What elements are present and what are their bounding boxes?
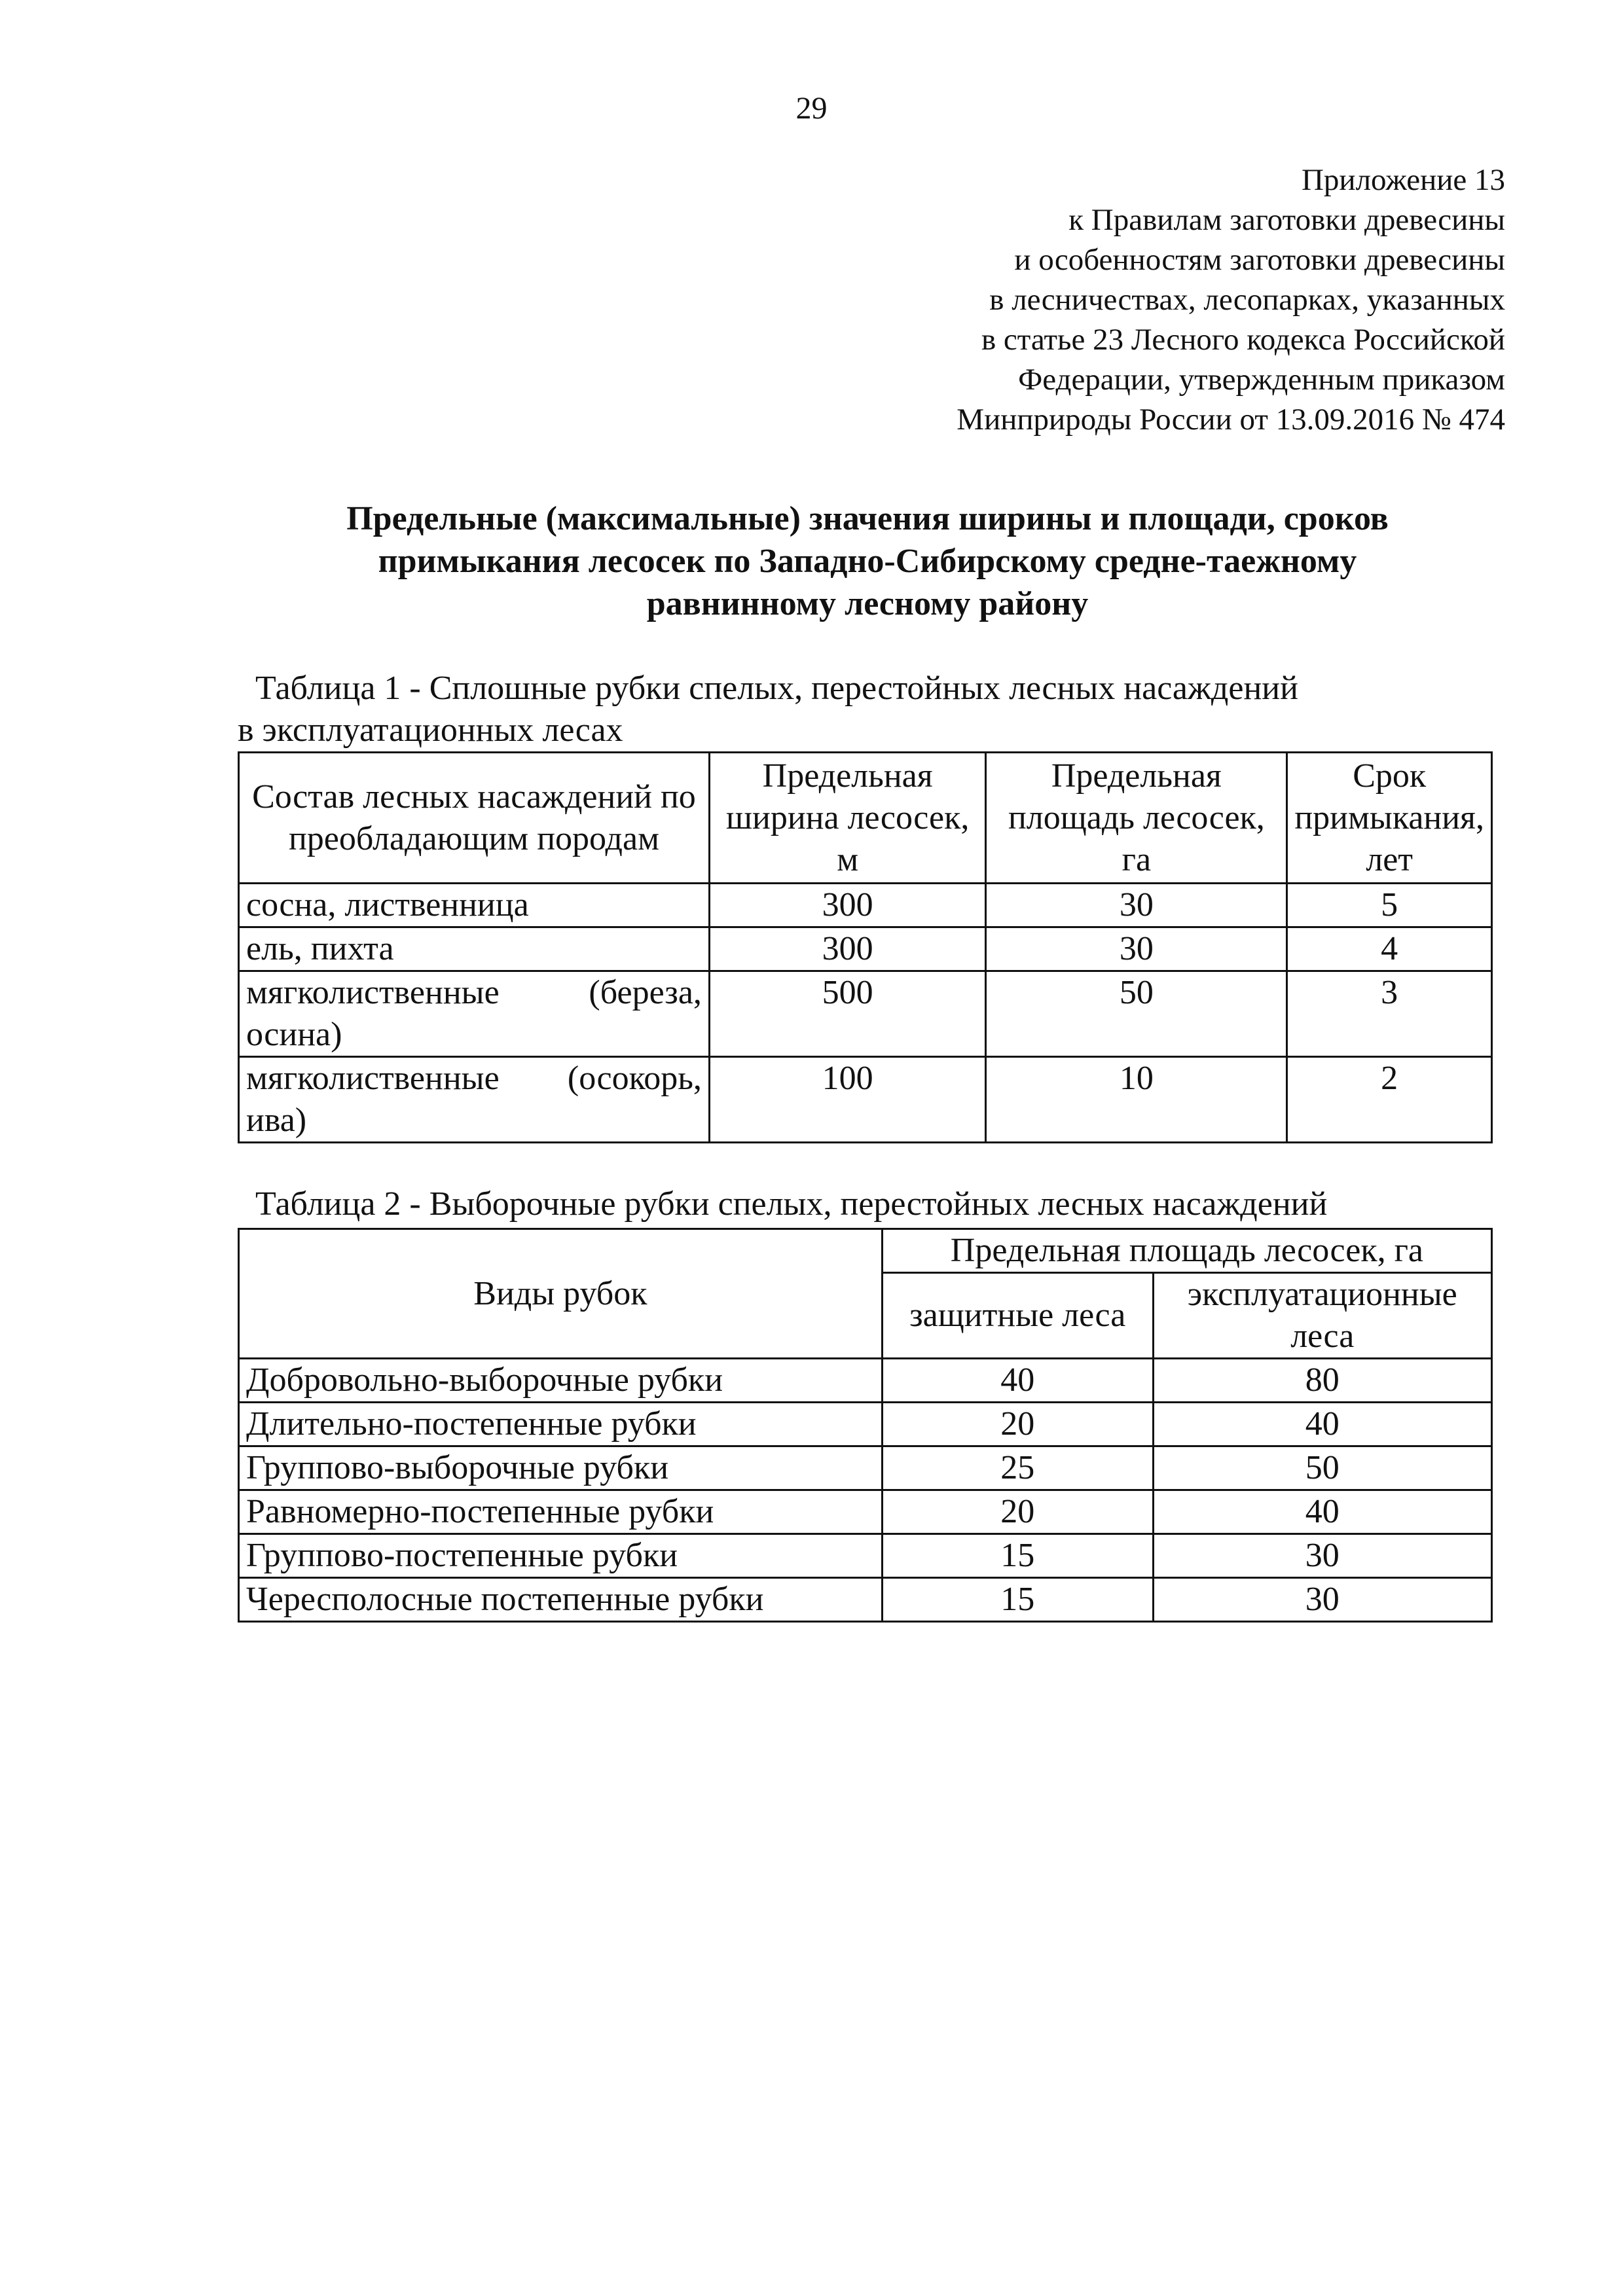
table-row [239, 1359, 1492, 1403]
protective-area-cell: 20 [882, 1490, 1153, 1534]
table-row [239, 1578, 1492, 1622]
table2-header-row [239, 1229, 1492, 1273]
appendix-line: в статье 23 Лесного кодекса Российской [981, 323, 1505, 357]
table1-header-area: Предельная площадь лесосек, га [986, 753, 1287, 884]
table1-header-composition: Состав лесных насаждений по преобладающим породам [239, 753, 710, 884]
appendix-line: к Правилам заготовки древесины [1068, 203, 1505, 237]
appendix-reference [957, 160, 1505, 440]
cutting-type-cell: Группово-постепенные рубки [239, 1534, 883, 1578]
protective-area-cell: 15 [882, 1534, 1153, 1578]
term-cell: 4 [1287, 927, 1492, 971]
exploitation-area-cell: 50 [1153, 1446, 1491, 1490]
area-cell: 10 [986, 1057, 1287, 1143]
area-cell: 30 [986, 884, 1287, 927]
protective-area-cell: 40 [882, 1359, 1153, 1403]
table-row [239, 1403, 1492, 1446]
cutting-type-cell: Чересполосные постепенные рубки [239, 1578, 883, 1622]
table1-caption: Таблица 1 - Сплошные рубки спелых, перестойных лесных насаждений [255, 670, 1298, 707]
table1-caption-continued: в эксплуатационных лесах [238, 711, 623, 749]
cutting-type-cell: Добровольно-выборочные рубки [239, 1359, 883, 1403]
appendix-line: Федерации, утвержденным приказом [1018, 363, 1505, 397]
appendix-line: в лесничествах, лесопарках, указанных [989, 283, 1505, 317]
protective-area-cell: 25 [882, 1446, 1153, 1490]
width-cell: 500 [709, 971, 985, 1057]
exploitation-area-cell: 40 [1153, 1490, 1491, 1534]
table-row [239, 1446, 1492, 1490]
table1-header-term: Срок примыкания, лет [1287, 753, 1492, 884]
appendix-line: Минприроды России от 13.09.2016 № 474 [957, 403, 1505, 437]
table-row [239, 1057, 1492, 1143]
document-title [236, 497, 1499, 625]
species-cell: ель, пихта [239, 927, 710, 971]
table2-header-protective: защитные леса [882, 1273, 1153, 1359]
width-cell: 300 [709, 927, 985, 971]
title-line: Предельные (максимальные) значения ширины и площади, сроков [346, 500, 1389, 537]
table-row [239, 1534, 1492, 1578]
table2-header-exploitation: эксплуатационные леса [1153, 1273, 1491, 1359]
area-cell: 50 [986, 971, 1287, 1057]
table1-header-width: Предельная ширина лесосек, м [709, 753, 985, 884]
table-row [239, 884, 1492, 927]
exploitation-area-cell: 30 [1153, 1578, 1491, 1622]
title-line: равнинному лесному району [646, 585, 1089, 622]
title-line: примыкания лесосек по Западно-Сибирскому средне-таежному [378, 543, 1357, 580]
table2-caption: Таблица 2 - Выборочные рубки спелых, перестойных лесных насаждений [255, 1185, 1328, 1223]
cutting-type-cell: Равномерно-постепенные рубки [239, 1490, 883, 1534]
species-cell: мягколиственные (береза, осина) [239, 971, 710, 1057]
table2-header-area: Предельная площадь лесосек, га [882, 1229, 1491, 1273]
table1-clear-cutting [238, 751, 1493, 1143]
appendix-line: и особенностям заготовки древесины [1014, 243, 1505, 277]
width-cell: 300 [709, 884, 985, 927]
term-cell: 2 [1287, 1057, 1492, 1143]
cutting-type-cell: Длительно-постепенные рубки [239, 1403, 883, 1446]
table2-selective-cutting [238, 1228, 1493, 1623]
appendix-line: Приложение 13 [1301, 163, 1505, 197]
table2-header-types: Виды рубок [239, 1229, 883, 1359]
species-cell: мягколиственные (осокорь, ива) [239, 1057, 710, 1143]
exploitation-area-cell: 80 [1153, 1359, 1491, 1403]
exploitation-area-cell: 40 [1153, 1403, 1491, 1446]
width-cell: 100 [709, 1057, 985, 1143]
term-cell: 5 [1287, 884, 1492, 927]
table-row [239, 1490, 1492, 1534]
table1-header-row [239, 753, 1492, 884]
page-number: 29 [795, 91, 828, 126]
area-cell: 30 [986, 927, 1287, 971]
table-row [239, 927, 1492, 971]
species-cell: сосна, лиственница [239, 884, 710, 927]
term-cell: 3 [1287, 971, 1492, 1057]
protective-area-cell: 20 [882, 1403, 1153, 1446]
cutting-type-cell: Группово-выборочные рубки [239, 1446, 883, 1490]
protective-area-cell: 15 [882, 1578, 1153, 1622]
exploitation-area-cell: 30 [1153, 1534, 1491, 1578]
table-row [239, 971, 1492, 1057]
